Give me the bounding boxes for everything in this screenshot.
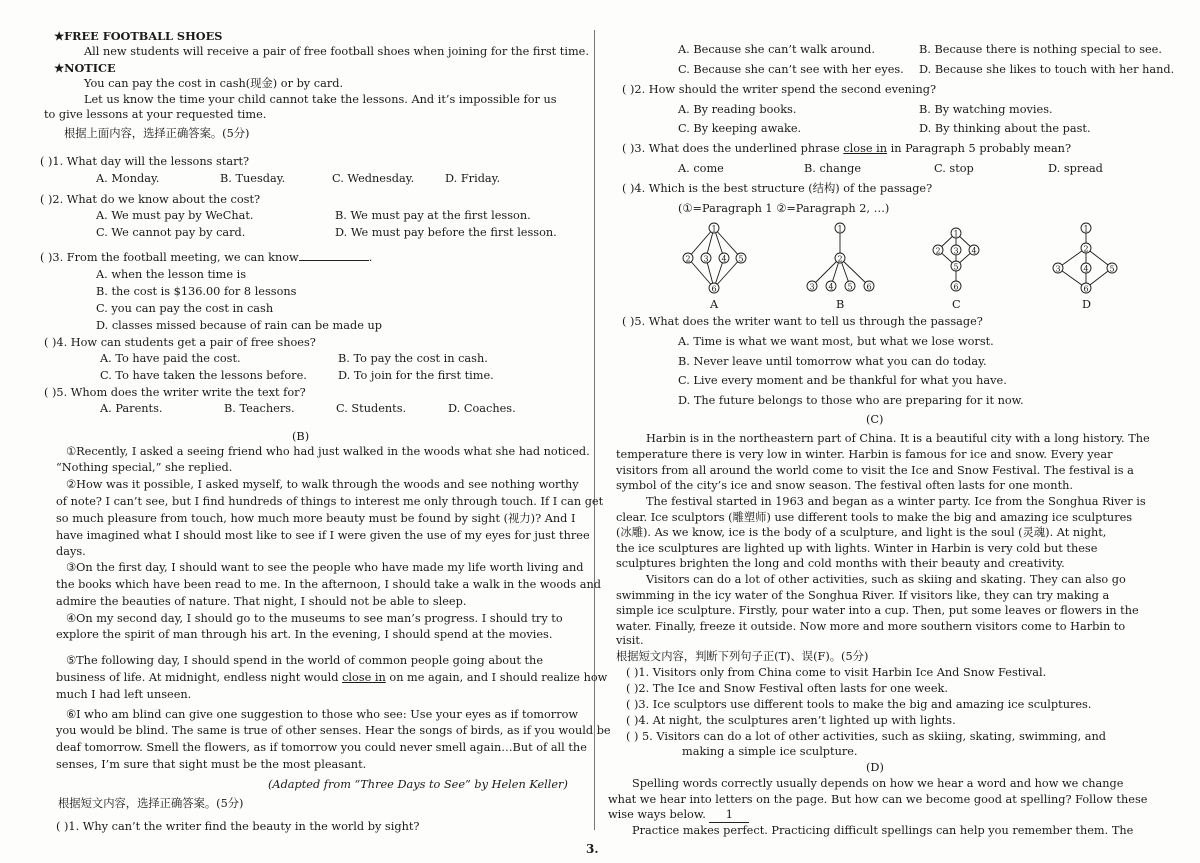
diagram-a <box>683 223 746 293</box>
b-para4-line1: ④On my second day, I should go to the museums to see man’s progress. I should try to <box>66 612 563 625</box>
question-4: ( )4. How can students get a pair of free shoes? <box>44 336 316 349</box>
c-judgement-4: ( )4. At night, the sculptures aren’t lighted up with lights. <box>626 714 956 727</box>
c-para3-line1: Visitors can do a lot of other activities, such as skiing and skating. They can also go <box>646 573 1126 586</box>
c-para2-line5: sculptures brighten the long and cold months with their beauty and creativity. <box>616 557 1065 570</box>
q4-option-a: A. To have paid the cost. <box>100 352 241 365</box>
b-para5-text-2: on me again, and I should realize how <box>385 671 608 684</box>
b-para1-line1: ①Recently, I asked a seeing friend who had just walked in the woods what she had noticed. <box>66 445 590 458</box>
q5-option-a: A. Parents. <box>100 402 163 415</box>
node-number: 2 <box>685 254 691 264</box>
rq3-text-1: ( )3. What does the underlined phrase <box>622 142 844 155</box>
rq1-option-c: C. Because she can’t see with her eyes. <box>678 63 904 76</box>
c-para3-line5: visit. <box>616 634 644 647</box>
structure-diagrams <box>666 218 1115 298</box>
b-para6-line3: deaf tomorrow. Smell the flowers, as if tomorrow you could never smell again…But of all the <box>56 741 587 754</box>
underlined-phrase: close in <box>342 671 386 684</box>
rq3-option-a: A. come <box>678 162 724 175</box>
notice-line-2b: to give lessons at your requested time. <box>44 108 267 121</box>
free-shoes-text: All new students will receive a pair of free football shoes when joining for the first time. <box>84 45 589 58</box>
node-number: 1 <box>711 224 717 234</box>
node-number: 6 <box>711 284 717 294</box>
node-number: 5 <box>847 282 853 292</box>
rq2-option-d: D. By thinking about the past. <box>919 122 1091 135</box>
b-para2-line3: so much pleasure from touch, how much more beauty must be found by sight (视力)? And I <box>56 512 576 525</box>
c-para1-line2: temperature there is very low in winter. Harbin is famous for ice and snow. Every year <box>616 448 1113 461</box>
node-number: 6 <box>1083 284 1089 294</box>
c-judgement-1: ( )1. Visitors only from China come to visit Harbin Ice And Snow Festival. <box>626 666 1047 679</box>
b-para5-line2 <box>56 671 607 685</box>
rq5-option-a: A. Time is what we want most, but what we lose worst. <box>678 335 994 348</box>
notice-line-1: You can pay the cost in cash(现金) or by card. <box>84 77 344 90</box>
c-para2-line1: The festival started in 1963 and began as a winter party. Ice from the Songhua River is <box>646 495 1146 508</box>
q5-option-d: D. Coaches. <box>448 402 516 415</box>
node-number: 2 <box>1083 244 1089 254</box>
q2-option-b: B. We must pay at the first lesson. <box>335 209 531 222</box>
rq3-option-b: B. change <box>804 162 862 175</box>
q3-option-d: D. classes missed because of rain can be made up <box>96 319 383 332</box>
node-number: 6 <box>866 282 872 292</box>
page-number: 3. <box>586 842 599 856</box>
b-para3-line2: the books which have been read to me. In the afternoon, I should take a walk in the woods and <box>56 578 602 591</box>
rq-question-4: ( )4. Which is the best structure (结构) of the passage? <box>622 182 933 195</box>
answer-blank <box>299 260 369 261</box>
node-number: 2 <box>837 254 843 264</box>
q1-option-d: D. Friday. <box>445 172 501 185</box>
node-number: 1 <box>1083 224 1089 234</box>
node-number: 4 <box>1083 264 1089 274</box>
b-para3-line3: admire the beauties of nature. That night, I should not be able to sleep. <box>56 595 467 608</box>
b-para6-line2: you would be blind. The same is true of other senses. Hear the songs of birds, as if you would be <box>56 724 611 737</box>
rq4-paragraph-note: (①=Paragraph 1 ②=Paragraph 2, …) <box>678 202 890 215</box>
c-para1-line3: visitors from all around the world come to visit the Ice and Snow Festival. The festival is a <box>616 464 1134 477</box>
c-judgement-3: ( )3. Ice sculptors use different tools to make the big and amazing ice sculptures. <box>626 698 1092 711</box>
rq3-option-d: D. spread <box>1048 162 1103 175</box>
q3-option-a: A. when the lesson time is <box>96 268 247 281</box>
node-number: 3 <box>1055 264 1061 274</box>
b-para5-line1: ⑤The following day, I should spend in the world of common people going about the <box>66 654 544 667</box>
q3-option-b: B. the cost is $136.00 for 8 lessons <box>96 285 297 298</box>
b-para2-line5: days. <box>56 545 86 558</box>
node-number: 4 <box>828 282 834 292</box>
d-para1-line3 <box>608 808 749 823</box>
instruction-c: 根据短文内容，判断下列句子正(T)、误(F)。(5分) <box>616 650 869 663</box>
q2-option-c: C. We cannot pay by card. <box>96 226 246 239</box>
section-d-heading: (D) <box>866 761 884 774</box>
q4-option-b: B. To pay the cost in cash. <box>338 352 488 365</box>
node-number: 6 <box>953 282 959 292</box>
diagram-label-a: A <box>710 298 719 311</box>
question-5: ( )5. Whom does the writer write the text for? <box>44 386 306 399</box>
question-3-text: ( )3. From the football meeting, we can know <box>40 251 299 264</box>
node-number: 1 <box>837 224 843 234</box>
question-2: ( )2. What do we know about the cost? <box>40 193 261 206</box>
q2-option-d: D. We must pay before the first lesson. <box>335 226 557 239</box>
q3-option-c: C. you can pay the cost in cash <box>96 302 274 315</box>
b-para6-line1: ⑥I who am blind can give one suggestion to those who see: Use your eyes as if tomorrow <box>66 708 579 721</box>
section-c-heading: (C) <box>866 413 884 426</box>
source-citation: (Adapted from “Three Days to See” by Helen Keller) <box>268 778 568 791</box>
c-para1-line1: Harbin is in the northeastern part of China. It is a beautiful city with a long history. The <box>646 432 1150 445</box>
b-para5-text-1: business of life. At midnight, endless night would <box>56 671 343 684</box>
d-para1-text: wise ways below. <box>608 808 706 821</box>
rq1-option-b: B. Because there is nothing special to see. <box>919 43 1162 56</box>
q4-option-d: D. To join for the first time. <box>338 369 494 382</box>
q4-option-c: C. To have taken the lessons before. <box>100 369 307 382</box>
question-3: ( )3. From the football meeting, we can know . <box>40 251 373 264</box>
question-1: ( )1. What day will the lessons start? <box>40 155 250 168</box>
c-judgement-5-cont: making a simple ice sculpture. <box>682 745 858 758</box>
rq-question-2: ( )2. How should the writer spend the second evening? <box>622 83 937 96</box>
rq3-underlined: close in <box>843 142 888 155</box>
b-para5-line3: much I had left unseen. <box>56 688 192 701</box>
c-para3-line2: swimming in the icy water of the Songhua River. If visitors like, they can try making a <box>616 589 1110 602</box>
rq2-option-a: A. By reading books. <box>678 103 797 116</box>
node-number: 5 <box>738 254 744 264</box>
c-judgement-5: ( ) 5. Visitors can do a lot of other activities, such as skiing, skating, swimming, and <box>626 730 1107 743</box>
rq2-option-b: B. By watching movies. <box>919 103 1053 116</box>
diagram-d <box>1053 223 1117 293</box>
c-para2-line3: (冰雕). As we know, ice is the body of a sculpture, and light is the soul (灵魂). At night, <box>616 526 1107 539</box>
notice-line-2a: Let us know the time your child cannot take the lessons. And it’s impossible for us <box>84 93 557 106</box>
c-judgement-2: ( )2. The Ice and Snow Festival often lasts for one week. <box>626 682 948 695</box>
notice-title: ★NOTICE <box>54 61 116 75</box>
rq3-text-2: in Paragraph 5 probably mean? <box>887 142 1072 155</box>
node-number: 1 <box>953 229 959 239</box>
b-para1-line2: “Nothing special,” she replied. <box>56 461 233 474</box>
node-number: 3 <box>809 282 815 292</box>
b-para2-line2: of note? I can’t see, but I find hundreds of things to interest me only through touch. If I can get <box>56 495 604 508</box>
b-para2-line4: have imagined what I should most like to see if I were given the use of my eyes for just three <box>56 529 590 542</box>
b-para6-line4: senses, I’m sure that sight must be the most pleasant. <box>56 758 367 771</box>
rq3-option-c: C. stop <box>934 162 974 175</box>
b-question-1: ( )1. Why can’t the writer find the beauty in the world by sight? <box>56 820 420 833</box>
node-number: 2 <box>935 246 941 256</box>
diagram-label-b: B <box>836 298 845 311</box>
section-b-heading: (B) <box>292 430 310 443</box>
q5-option-c: C. Students. <box>336 402 407 415</box>
node-number: 4 <box>721 254 727 264</box>
rq5-option-c: C. Live every moment and be thankful for what you have. <box>678 374 1007 387</box>
free-shoes-title: ★FREE FOOTBALL SHOES <box>54 29 223 43</box>
rq1-option-a: A. Because she can’t walk around. <box>678 43 875 56</box>
diagram-label-c: C <box>952 298 961 311</box>
instruction-a: 根据上面内容，选择正确答案。(5分) <box>64 127 250 140</box>
node-number: 3 <box>953 246 959 256</box>
d-para1-line2: what we hear into letters on the page. But how can we become good at spelling? Follow these <box>608 793 1148 806</box>
q1-option-a: A. Monday. <box>96 172 160 185</box>
c-para3-line3: simple ice sculpture. Firstly, pour water into a cup. Then, put some leaves or flowers in the <box>616 604 1139 617</box>
q5-option-b: B. Teachers. <box>224 402 295 415</box>
instruction-b: 根据短文内容，选择正确答案。(5分) <box>58 797 244 810</box>
c-para1-line4: symbol of the city’s ice and snow season. The festival often lasts for one month. <box>616 479 1073 492</box>
b-para3-line1: ③On the first day, I should want to see the people who have made my life worth living and <box>66 561 584 574</box>
node-number: 5 <box>1109 264 1115 274</box>
c-para2-line4: the ice sculptures are lighted up with lights. Winter in Harbin is very cold but these <box>616 542 1098 555</box>
d-blank-1: 1 <box>709 808 749 823</box>
q1-option-c: C. Wednesday. <box>332 172 415 185</box>
column-divider <box>594 30 595 830</box>
rq-question-5: ( )5. What does the writer want to tell us through the passage? <box>622 315 983 328</box>
q2-option-a: A. We must pay by WeChat. <box>96 209 254 222</box>
b-para4-line2: explore the spirit of man through his art. In the evening, I should spend at the movies. <box>56 628 553 641</box>
c-para3-line4: water. Finally, freeze it outside. Now more and more southern visitors come to Harbin to <box>616 620 1126 633</box>
d-para1-line1: Spelling words correctly usually depends on how we hear a word and how we change <box>632 777 1124 790</box>
node-number: 3 <box>703 254 709 264</box>
b-para2-line1: ②How was it possible, I asked myself, to walk through the woods and see nothing worthy <box>66 478 579 491</box>
rq1-option-d: D. Because she likes to touch with her hand. <box>919 63 1175 76</box>
node-number: 5 <box>953 262 959 272</box>
diagram-label-d: D <box>1082 298 1092 311</box>
rq5-option-d: D. The future belongs to those who are preparing for it now. <box>678 394 1024 407</box>
node-number: 4 <box>971 246 977 256</box>
rq5-option-b: B. Never leave until tomorrow what you can do today. <box>678 355 987 368</box>
c-para2-line2: clear. Ice sculptors (雕塑师) use different tools to make the big and amazing ice sculptures <box>616 511 1133 524</box>
q1-option-b: B. Tuesday. <box>220 172 286 185</box>
rq2-option-c: C. By keeping awake. <box>678 122 802 135</box>
d-para2-line1: Practice makes perfect. Practicing difficult spellings can help you remember them. The <box>632 824 1134 837</box>
rq-question-3 <box>622 142 1071 156</box>
